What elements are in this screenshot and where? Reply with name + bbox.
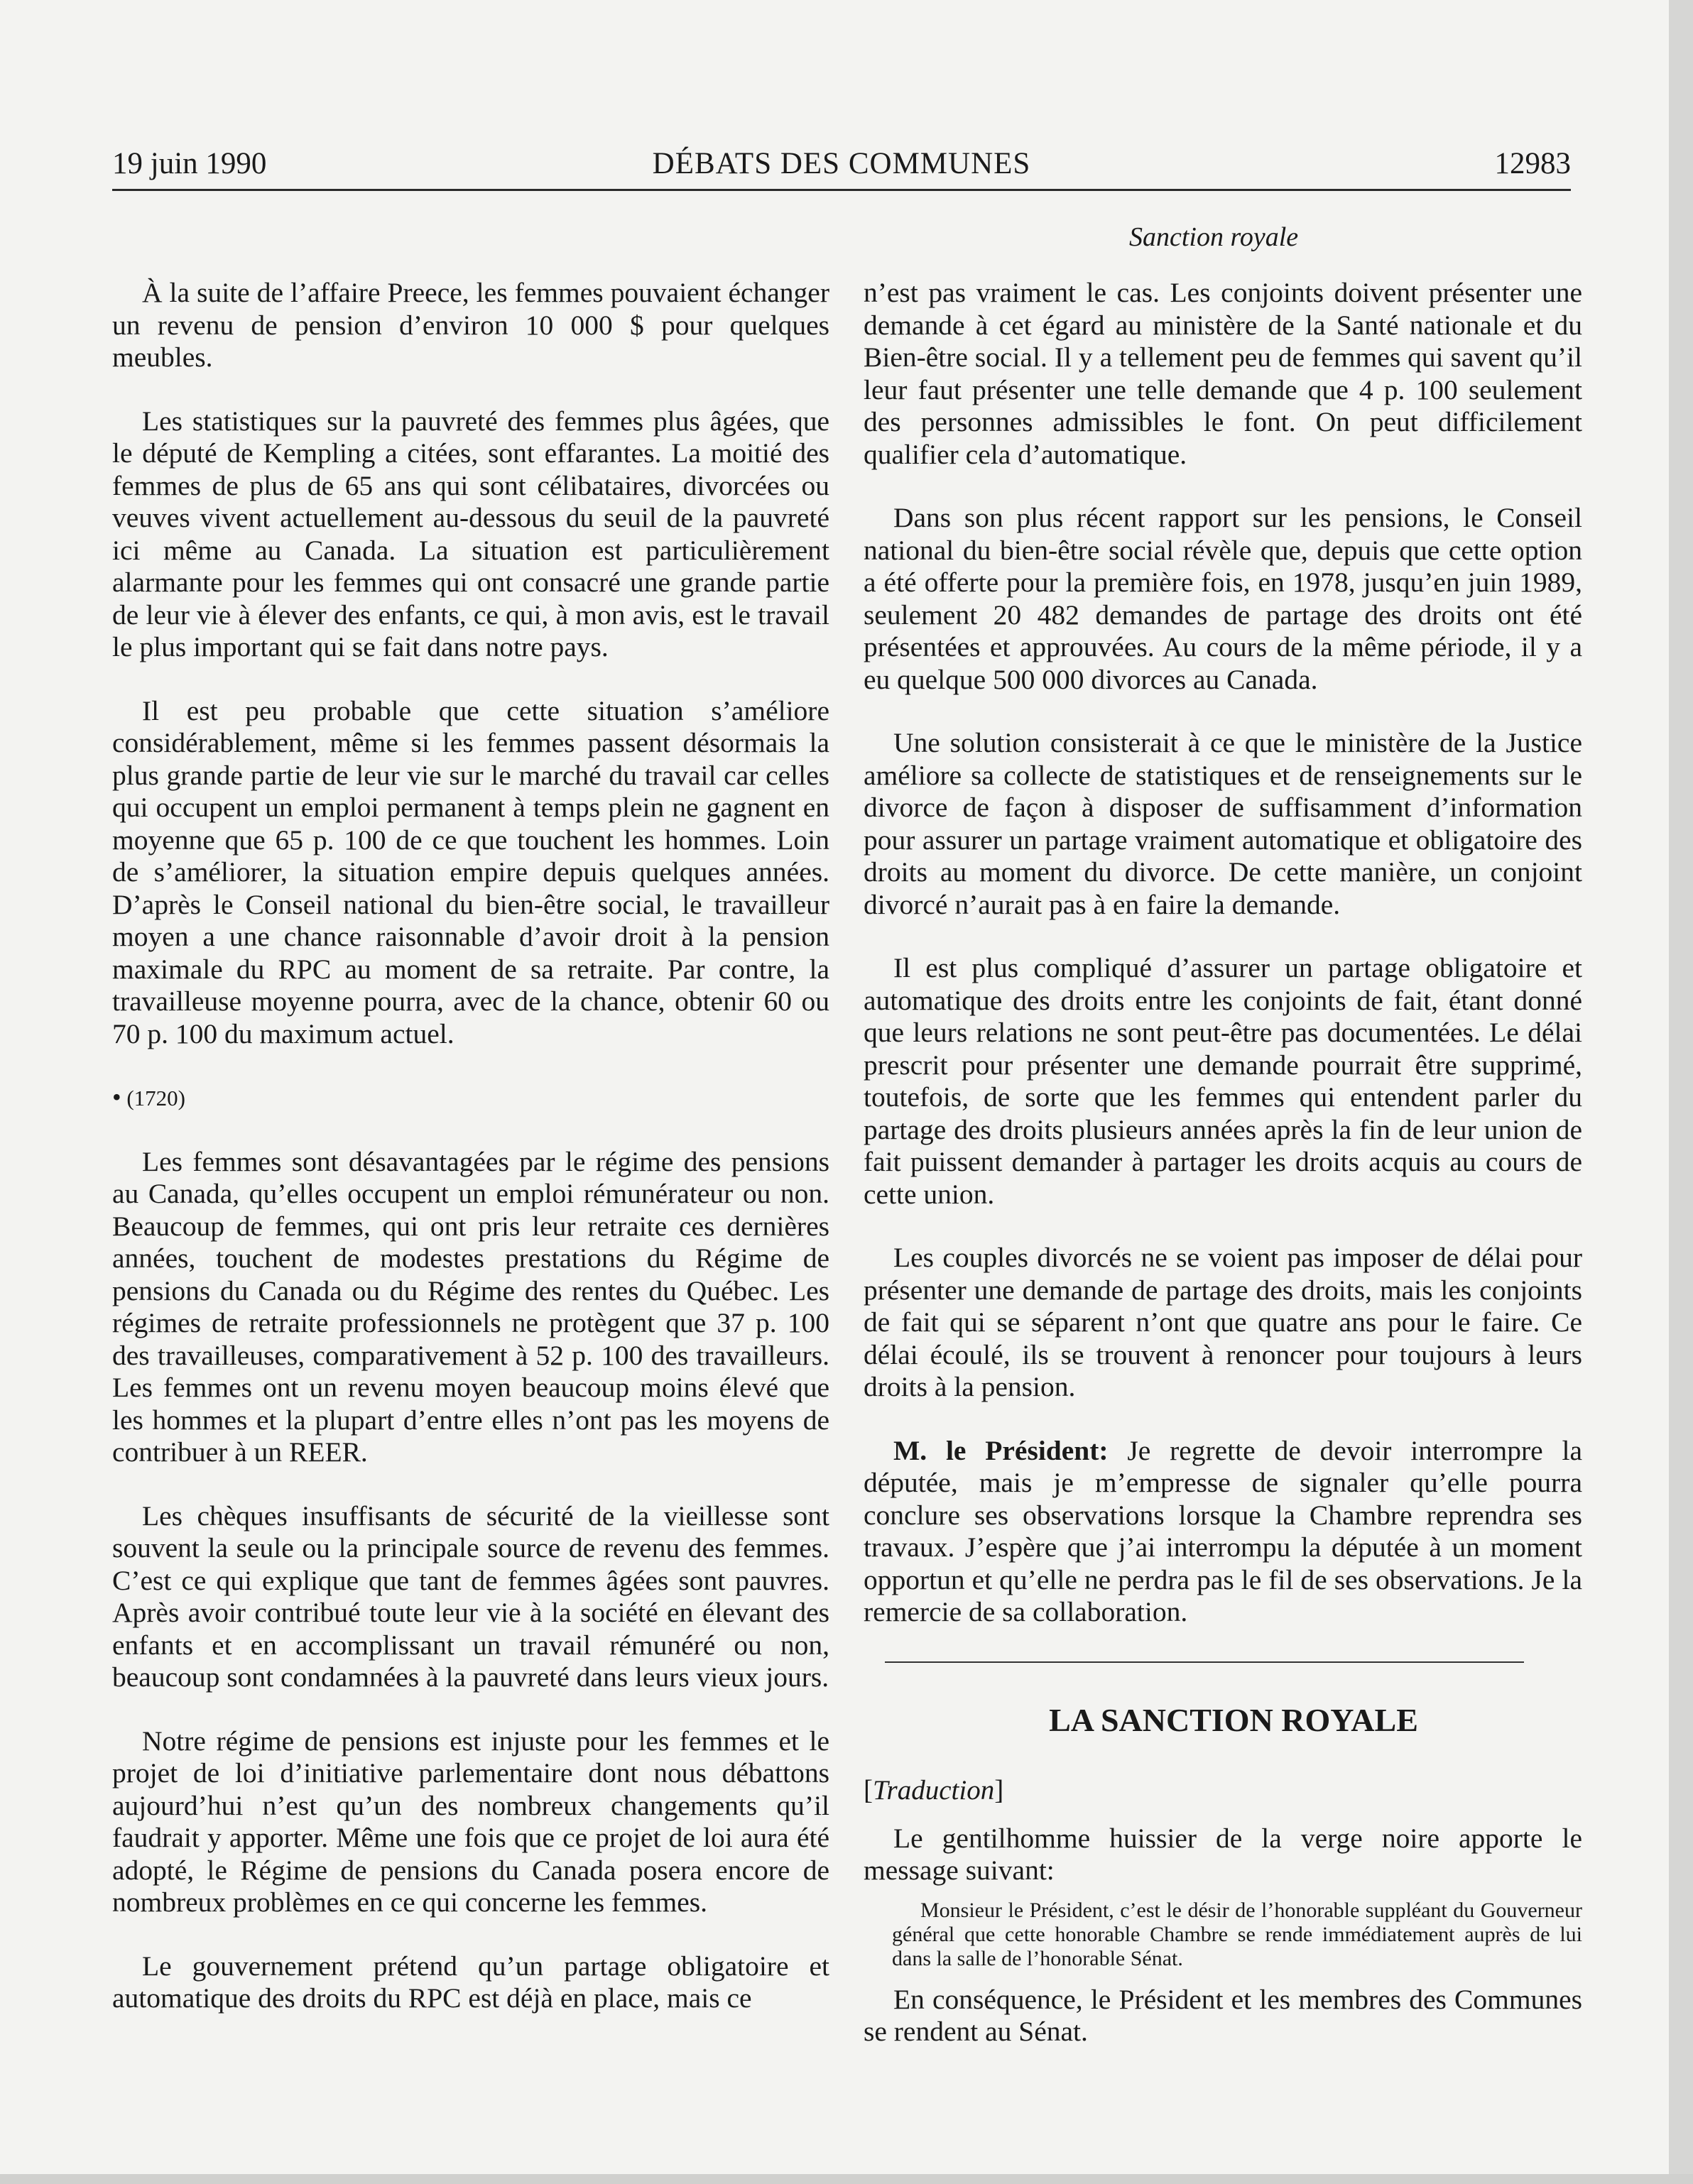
header-title: DÉBATS DES COMMUNES <box>652 147 1031 180</box>
paragraph: Une solution consisterait à ce que le ministère de la Justice améliore sa collecte de statistiques et de renseignements sur le divorce de façon à disposer de suffisamment d’information pour assurer un partage vraiment automatique et obligatoire des droits au moment du divorce. De cette manière, un conjoint divorcé n’aurait pas à en faire la demande. <box>864 727 1582 920</box>
paragraph: En conséquence, le Président et les membres des Communes se rendent au Sénat. <box>864 1983 1582 2047</box>
bracket-close: ] <box>994 1775 1004 1806</box>
paragraph: Les couples divorcés ne se voient pas imposer de délai pour présenter une demande de partage des droits, mais les conjoints de fait qui se séparent n’ont que quatre ans pour le faire. Ce délai écoulé, ils se trouvent à renoncer pour toujours à leurs droits à la pension. <box>864 1242 1582 1402</box>
section-divider <box>885 1661 1524 1663</box>
page-edge <box>1669 0 1693 2184</box>
time-marker <box>112 1081 829 1115</box>
speaker-paragraph <box>864 1435 1582 1629</box>
time-marker-text: (1720) <box>126 1086 186 1110</box>
speaker-text: Je regrette de devoir interrompre la députée, mais je m’empresse de signaler qu’elle pourra conclure ses observations lorsque la Chambre reprendra ses travaux. J’espère que j’ai interrompu la députée à un moment opportun et qu’elle ne perdra pas le fil de ses observations. Je la remercie de sa collaboration. <box>864 1434 1583 1627</box>
paragraph: Les femmes sont désavantagées par le régime des pensions au Canada, qu’elles occupent un emploi rémunérateur ou non. Beaucoup de femmes, qui ont pris leur retraite ces dernières années, touchent de modestes prestations du Régime de pensions du Canada ou du Régime des rentes du Québec. Les régimes de retraite professionnels ne protègent que 37 p. 100 des travailleuses, comparativement à 52 p. 100 des travailleurs. Les femmes ont un revenu moyen beaucoup moins élevé que les hommes et la plupart d’entre elles n’ont pas les moyens de contribuer à un REER. <box>112 1145 829 1468</box>
header-date: 19 juin 1990 <box>112 147 267 180</box>
left-column <box>112 277 829 2046</box>
page-bottom-edge <box>0 2174 1693 2184</box>
header-page-number: 12983 <box>1494 147 1571 180</box>
paragraph: Le gouvernement prétend qu’un partage obligatoire et automatique des droits du RPC est déjà en place, mais ce <box>112 1950 829 2014</box>
paragraph: À la suite de l’affaire Preece, les femmes pouvaient échanger un revenu de pension d’environ 10 000 $ pour quelques meubles. <box>112 277 829 373</box>
paragraph: n’est pas vraiment le cas. Les conjoints doivent présenter une demande à cet égard au ministère de la Santé nationale et du Bien-être social. Il y a tellement peu de femmes qui savent qu’il leur faut présenter une telle demande que 4 p. 100 seulement des personnes admissibles le font. On peut difficilement qualifier cela d’automatique. <box>864 277 1582 470</box>
translation-label: Traduction <box>873 1775 995 1806</box>
paragraph: Notre régime de pensions est injuste pour les femmes et le projet de loi d’initiative parlementaire dont nous débattons aujourd’hui n’est qu’un des nombreux changements qu’il faudrait y apporter. Même une fois que ce projet de loi aura été adopté, le Régime de pensions du Canada posera encore de nombreux problèmes en ce qui concerne les femmes. <box>112 1725 829 1918</box>
paragraph: Il est plus compliqué d’assurer un partage obligatoire et automatique des droits entre les conjoints de fait, étant donné que leurs relations ne sont peut-être pas documentées. Le délai prescrit pour présenter une demande pourrait être supprimé, toutefois, de sorte que les femmes qui entendent parler du partage des droits plusieurs années après la fin de leur union de fait puissent demander à partager les droits acquis au cours de cette union. <box>864 952 1582 1210</box>
right-column <box>864 277 1582 2080</box>
paragraph: Les statistiques sur la pauvreté des femmes plus âgées, que le député de Kempling a citées, sont effarantes. La moitié des femmes de plus de 65 ans qui sont célibataires, divorcées ou veuves vivent actuellement au-dessous du seuil de la pauvreté ici même au Canada. La situation est particulièrement alarmante pour les femmes qui ont consacré une grande partie de leur vie à élever des enfants, ce qui, à mon avis, est le travail le plus important qui se fait dans notre pays. <box>112 405 829 662</box>
page-header <box>112 146 1571 191</box>
translation-note <box>864 1774 1582 1807</box>
section-label: Sanction royale <box>1129 222 1299 252</box>
paragraph: Dans son plus récent rapport sur les pensions, le Conseil national du bien-être social révèle que, depuis que cette option a été offerte pour la première fois, en 1978, jusqu’en juin 1989, seulement 20 482 demandes de partage des droits ont été présentées et approuvées. Au cours de la même période, il y a eu quelque 500 000 divorces au Canada. <box>864 502 1582 695</box>
speaker-name: M. le Président: <box>893 1434 1109 1466</box>
paragraph: Les chèques insuffisants de sécurité de la vieillesse sont souvent la seule ou la principale source de revenu des femmes. C’est ce qui explique que tant de femmes âgées sont pauvres. Après avoir contribué toute leur vie à la société en élevant des enfants et en accomplissant un travail rémunéré ou non, beaucoup sont condamnées à la pauvreté dans leurs vieux jours. <box>112 1500 829 1693</box>
bracket-open: [ <box>864 1775 873 1806</box>
paragraph: Il est peu probable que cette situation s’améliore considérablement, même si les femmes passent désormais la plus grande partie de leur vie sur le marché du travail car celles qui occupent un emploi permanent à temps plein ne gagnent en moyenne que 65 p. 100 de ce que touchent les hommes. Loin de s’améliorer, la situation empire depuis quelques années. D’après le Conseil national du bien-être social, le travailleur moyen a une chance raisonnable d’avoir droit à la pension maximale du RPC au moment de sa retraite. Par contre, la travailleuse moyenne pourra, avec de la chance, obtenir 60 ou 70 p. 100 du maximum actuel. <box>112 694 829 1049</box>
quoted-message: Monsieur le Président, c’est le désir de l’honorable suppléant du Gouverneur général que cette honorable Chambre se rende immédiatement auprès de lui dans la salle de l’honorable Sénat. <box>892 1898 1582 1970</box>
section-heading: LA SANCTION ROYALE <box>1049 1701 1418 1738</box>
bullet-icon: • <box>112 1083 121 1111</box>
paragraph: Le gentilhomme huissier de la verge noire apporte le message suivant: <box>864 1822 1582 1886</box>
